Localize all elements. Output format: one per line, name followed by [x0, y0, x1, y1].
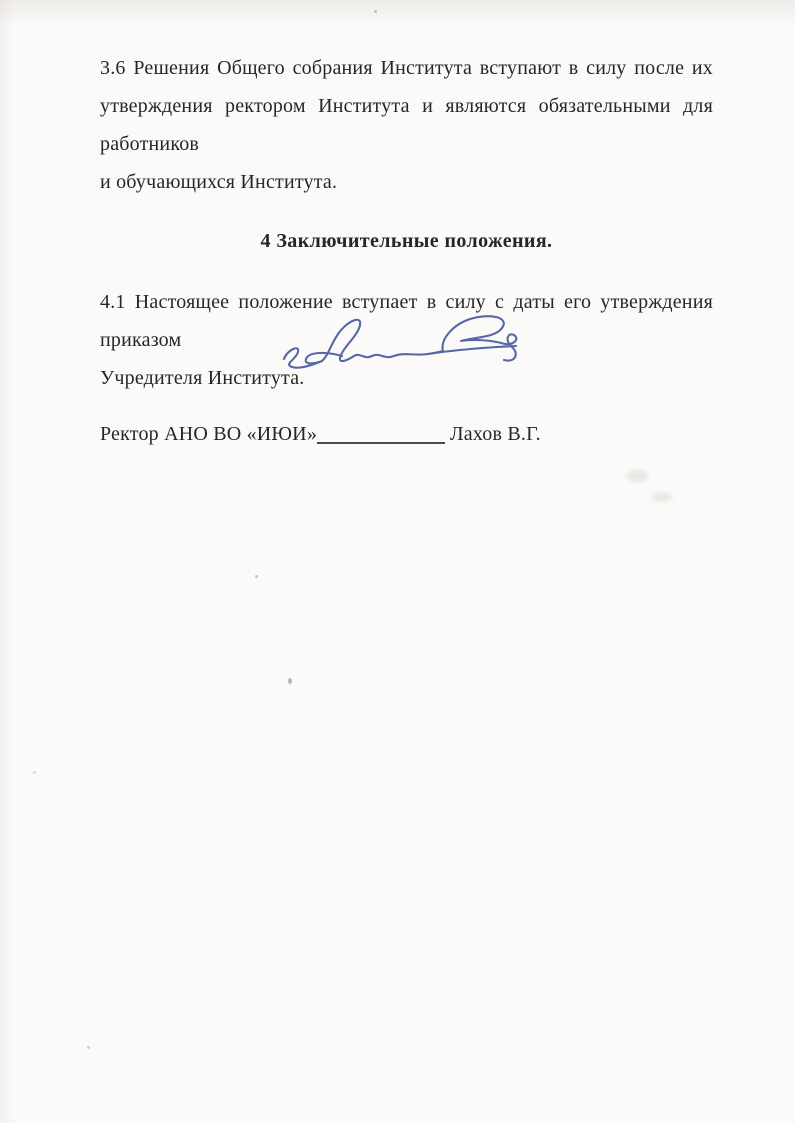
paragraph-4-1 [100, 283, 713, 397]
paragraph-4-1-line-2: Учредителя Института. [100, 367, 305, 389]
paragraph-3-6-line-2: утверждения ректором Института и являются обязательными для работников [100, 95, 713, 155]
scan-speck [288, 678, 292, 684]
paragraph-4-1-line-1: 4.1 Настоящее положение вступает в силу с даты его утверждения приказом [100, 291, 713, 351]
document-content [100, 49, 713, 453]
paragraph-3-6 [100, 49, 713, 201]
scan-smudge [626, 470, 648, 482]
scan-speck [374, 10, 377, 13]
paragraph-3-6-line-3: и обучающихся Института. [100, 171, 338, 193]
scan-speck [87, 1046, 90, 1049]
signature-underline [317, 438, 445, 444]
signature-title: Ректор АНО ВО «ИЮИ» [100, 423, 318, 445]
scan-speck [255, 575, 258, 578]
scan-speck [33, 771, 36, 774]
paragraph-3-6-line-1: 3.6 Решения Общего собрания Института вступают в силу после их [100, 57, 713, 79]
signature-block [100, 415, 713, 453]
signatory-name: Лахов В.Г. [450, 423, 541, 445]
section-heading: 4 Заключительные положения. [260, 230, 553, 252]
scan-smudge [652, 492, 672, 502]
